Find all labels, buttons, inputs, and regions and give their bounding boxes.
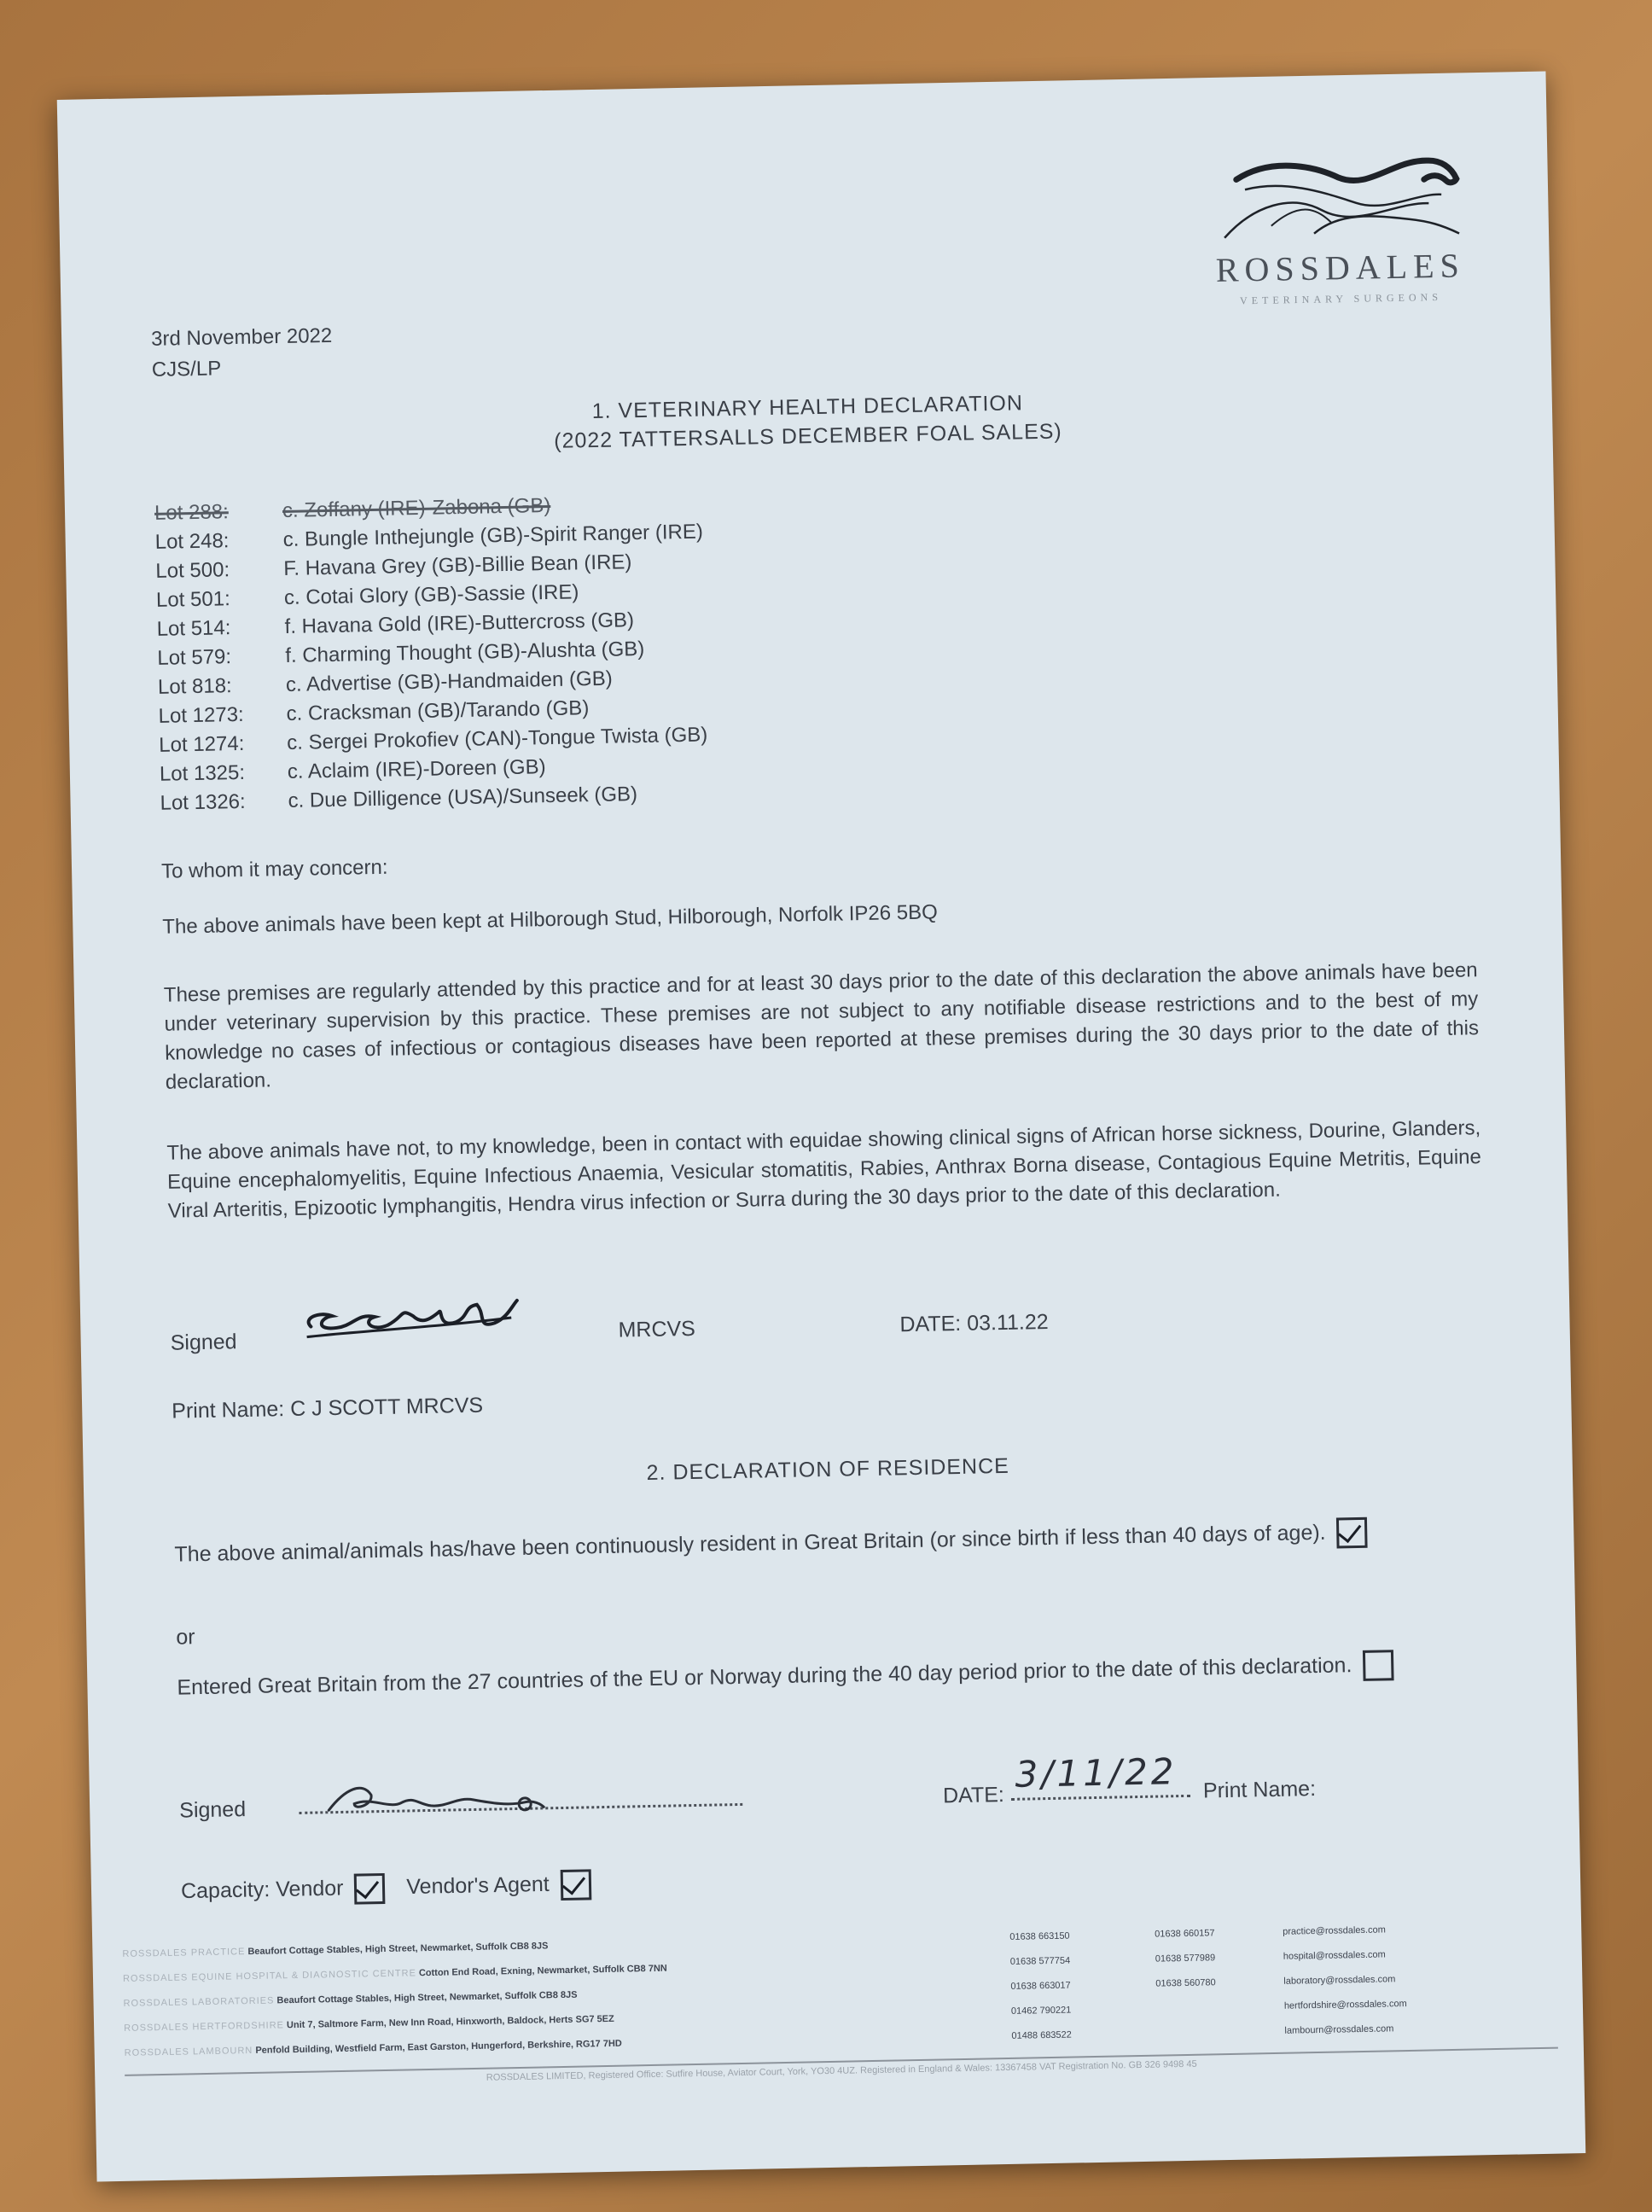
resident-checkbox[interactable] xyxy=(1336,1517,1368,1549)
date-value: 03.11.22 xyxy=(966,1309,1049,1336)
lot-number: Lot 501: xyxy=(155,587,231,612)
office-email: lambourn@rossdales.com xyxy=(1284,2023,1394,2036)
office-phone: 01462 790221 xyxy=(1010,2005,1072,2017)
lot-number: Lot 1274: xyxy=(159,731,245,757)
office-phone: 01638 663017 xyxy=(1010,1980,1071,1992)
date-label-2: DATE: xyxy=(942,1783,1005,1808)
declaration-document xyxy=(57,71,1586,2181)
signed-label-2: Signed xyxy=(178,1797,247,1823)
lot-number: Lot 514: xyxy=(156,616,231,641)
vendor-label: Vendor xyxy=(275,1876,344,1902)
lot-description: f. Havana Gold (IRE)-Buttercross (GB) xyxy=(284,608,635,638)
or-label: or xyxy=(176,1625,195,1650)
lot-description: c. Cotai Glory (GB)-Sassie (IRE) xyxy=(283,580,579,609)
rossdales-logo xyxy=(1201,141,1478,308)
print-name-label: Print Name: xyxy=(1202,1777,1317,1803)
office-address: Unit 7, Saltmore Farm, New Inn Road, Hinxworth, Baldock, Herts SG7 5EZ xyxy=(286,2013,614,2031)
document-reference: CJS/LP xyxy=(151,357,222,381)
capacity-row xyxy=(181,1869,607,1908)
lot-number: Lot 288: xyxy=(154,500,230,525)
lot-number: Lot 500: xyxy=(155,558,230,583)
office-email: laboratory@rossdales.com xyxy=(1283,1974,1396,1987)
office-name: ROSSDALES PRACTICE xyxy=(122,1947,246,1959)
lot-description: F. Havana Grey (GB)-Billie Bean (IRE) xyxy=(283,550,632,580)
entered-text: Entered Great Britain from the 27 countries of the EU or Norway during the 40 day period prior to the date of this declaration. xyxy=(177,1653,1352,1700)
signed-label: Signed xyxy=(170,1330,237,1355)
office-address: Penfold Building, Westfield Farm, East Garston, Hungerford, Berkshire, RG17 7HD xyxy=(255,2038,622,2056)
residence-signature-row xyxy=(178,1749,1493,1826)
resident-text: The above animal/animals has/have been continuously resident in Great Britain (or since birth if less than 40 days of age). xyxy=(174,1520,1326,1567)
office-fax xyxy=(1156,2019,1285,2046)
office-fax xyxy=(1156,1994,1285,2022)
entered-checkbox[interactable] xyxy=(1363,1650,1394,1682)
office-phone: 01638 663150 xyxy=(1009,1930,1070,1942)
office-address: Beaufort Cottage Stables, High Street, Newmarket, Suffolk CB8 8JS xyxy=(247,1941,549,1958)
section1-heading xyxy=(63,378,1553,464)
office-address: Cotton End Road, Exning, Newmarket, Suffolk CB8 7NN xyxy=(418,1963,667,1979)
vendors-agent-label: Vendor's Agent xyxy=(406,1871,550,1900)
capacity-label: Capacity: xyxy=(180,1877,270,1904)
premises-statement: These premises are regularly attended by this practice and for at least 30 days prior to the date of this declaration the above animals have been under veterinary supervision by this practice. These premises are not subject to any notifiable disease restrictions and to the best of my knowledge no cases of infectious or contagious diseases have been reported at these premises during the 30 days prior to the date of this declaration. xyxy=(163,958,1480,1094)
handwritten-date: 3/11/22 xyxy=(1015,1750,1178,1796)
vendors-agent-checkbox[interactable] xyxy=(560,1869,591,1901)
lot-number: Lot 1326: xyxy=(160,789,246,815)
office-email: hospital@rossdales.com xyxy=(1283,1949,1386,1962)
lot-description: c. Due Dilligence (USA)/Sunseek (GB) xyxy=(288,783,638,812)
office-fax: 01638 560780 xyxy=(1155,1977,1216,1989)
vet-signature-row xyxy=(170,1280,1485,1357)
lot-description: f. Charming Thought (GB)-Alushta (GB) xyxy=(285,637,645,667)
lot-description: c. Advertise (GB)-Handmaiden (GB) xyxy=(285,667,613,696)
kept-at-statement: The above animals have been kept at Hilborough Stud, Hilborough, Norfolk IP26 5BQ xyxy=(162,900,939,939)
office-phone: 01488 683522 xyxy=(1011,2029,1072,2041)
office-name: ROSSDALES EQUINE HOSPITAL & DIAGNOSTIC CENTRE xyxy=(122,1968,416,1984)
vet-signature xyxy=(294,1289,525,1353)
horse-logo-icon xyxy=(1210,141,1468,248)
lot-description: c. Aclaim (IRE)-Doreen (GB) xyxy=(287,755,546,783)
brand-name: ROSSDALES xyxy=(1215,246,1466,289)
lot-number: Lot 579: xyxy=(157,645,232,670)
lot-number: Lot 818: xyxy=(157,674,232,699)
lot-number: Lot 1273: xyxy=(158,702,244,728)
office-fax: 01638 660157 xyxy=(1155,1928,1215,1940)
office-fax: 01638 577989 xyxy=(1155,1953,1216,1965)
office-name: ROSSDALES HERTFORDSHIRE xyxy=(124,2020,285,2034)
office-list xyxy=(122,1915,1557,2066)
footer xyxy=(122,1915,1558,2090)
document-header xyxy=(151,321,333,386)
section1-subtitle: (2022 TATTERSALLS DECEMBER FOAL SALES) xyxy=(553,419,1062,453)
qualification-label: MRCVS xyxy=(618,1316,696,1342)
document-date: 3rd November 2022 xyxy=(150,323,333,351)
lot-description: c. Sergei Prokofiev (CAN)-Tongue Twista (GB) xyxy=(286,723,708,754)
owner-signature xyxy=(319,1767,593,1823)
residence-option-resident xyxy=(174,1506,1489,1578)
lot-description: c. Cracksman (GB)/Tarando (GB) xyxy=(286,696,590,725)
registration-text: ROSSDALES LIMITED, Registered Office: Sutfire House, Aviator Court, York, YO30 4UZ. Registered in England & Wales: 13367458 VAT Registration No. GB 326 9498 45 xyxy=(486,2058,1197,2083)
office-email: practice@rossdales.com xyxy=(1283,1924,1386,1937)
office-address: Beaufort Cottage Stables, High Street, Newmarket, Suffolk CB8 8JS xyxy=(276,1989,578,2006)
lot-description: c. Zoffany (IRE)-Zabona (GB) xyxy=(282,493,551,522)
office-phone: 01638 577754 xyxy=(1009,1955,1071,1967)
section2-title: 2. DECLARATION OF RESIDENCE xyxy=(646,1453,1010,1486)
brand-tagline: VETERINARY SURGEONS xyxy=(1239,290,1443,307)
section1-title: 1. VETERINARY HEALTH DECLARATION xyxy=(591,391,1024,424)
lot-number: Lot 248: xyxy=(154,529,230,554)
lot-list xyxy=(154,489,709,818)
date-label: DATE: xyxy=(899,1311,962,1337)
vet-date xyxy=(899,1310,1049,1337)
lot-description: c. Bungle Inthejungle (GB)-Spirit Ranger (IRE) xyxy=(282,520,704,551)
office-name: ROSSDALES LABORATORIES xyxy=(123,1995,275,2009)
office-email: hertfordshire@rossdales.com xyxy=(1283,1999,1407,2011)
date-line xyxy=(1011,1795,1190,1801)
contact-statement: The above animals have not, to my knowledge, been in contact with equidae showing clinical signs of African horse sickness, Dourine, Glanders, Equine encephalomyelitis, Equine Infectious Anaemia, Vesicular stomatitis, Rabies, Anthrax Borna disease, Contagious Equine Metritis, Equine Viral Arteritis, Epizootic lymphangitis, Hendra virus infection or Surra during the 30 days prior to the date of this declaration. xyxy=(166,1116,1482,1223)
vendor-checkbox[interactable] xyxy=(354,1873,386,1905)
lot-number: Lot 1325: xyxy=(159,760,246,786)
vet-print-name: Print Name: C J SCOTT MRCVS xyxy=(171,1393,484,1423)
office-name: ROSSDALES LAMBOURN xyxy=(124,2045,253,2058)
residence-option-entered xyxy=(177,1639,1492,1712)
salutation: To whom it may concern: xyxy=(160,855,388,883)
